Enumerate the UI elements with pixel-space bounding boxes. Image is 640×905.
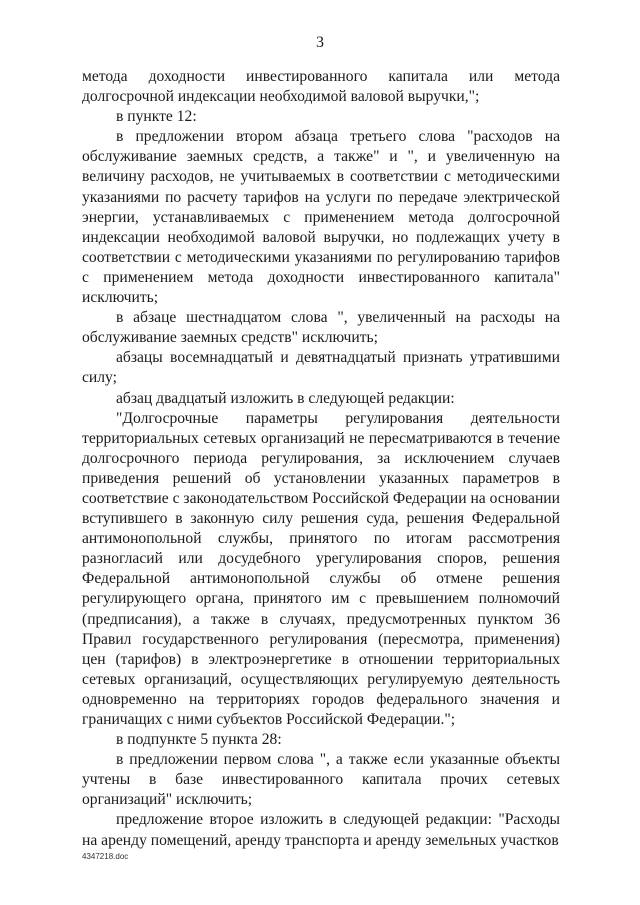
paragraph-10: предложение второе изложить в следующей редакции: "Расходы на аренду помещений, аренду транспорта и аренду земельных участков [82, 811, 560, 849]
paragraph-4: в абзаце шестнадцатом слова ", увеличенный на расходы на обслуживание заемных средств" исключить; [82, 309, 560, 347]
paragraph-6: абзац двадцатый изложить в следующей редакции: [116, 389, 455, 407]
paragraph-1: метода доходности инвестированного капитала или метода долгосрочной индексации необходимой валовой выручки,"; [82, 68, 560, 106]
paragraph-3: в предложении втором абзаца третьего слова "расходов на обслуживание заемных средств, а также" и ", и увеличенную на величину расходов, не учитываемых в соответствии с методическими указаниями по расчету тарифов на услуги по передаче электрической энергии, устанавливаемых с применением метода долгосрочной индексации необходимой валовой выручки, но подлежащих учету в соответствии с методическими указаниями по регулированию тарифов с применением метода доходности инвестированного капитала" исключить; [82, 128, 560, 307]
document-body [82, 67, 560, 851]
document-filename-footer: 4347218.doc [82, 852, 129, 861]
paragraph-9: в предложении первом слова ", а также если указанные объекты учтены в базе инвестированного капитала прочих сетевых организаций" исключить; [82, 751, 560, 809]
paragraph-5: абзацы восемнадцатый и девятнадцатый признать утратившими силу; [82, 349, 560, 387]
paragraph-8: в подпункте 5 пункта 28: [116, 731, 282, 749]
paragraph-2: в пункте 12: [116, 108, 197, 126]
page-number: 3 [316, 34, 324, 51]
paragraph-7: "Долгосрочные параметры регулирования деятельности территориальных сетевых организаций не пересматриваются в течение долгосрочного периода регулирования, за исключением случаев приведения решений об установлении указанных параметров в соответствие с законодательством Российской Федерации на основании вступившего в законную силу решения суда, решения Федеральной антимонопольной службы, принятого по итогам рассмотрения разногласий или досудебного урегулирования споров, решения Федеральной антимонопольной службы об отмене решения регулирующего органа, принятого им с превышением полномочий (предписания), а также в случаях, предусмотренных пунктом 36 Правил государственного регулирования (пересмотра, применения) цен (тарифов) в электроэнергетике в отношении территориальных сетевых организаций, осуществляющих регулируемую деятельность одновременно на территориях городов федерального значения и граничащих с ними субъектов Российской Федерации."; [82, 409, 560, 728]
